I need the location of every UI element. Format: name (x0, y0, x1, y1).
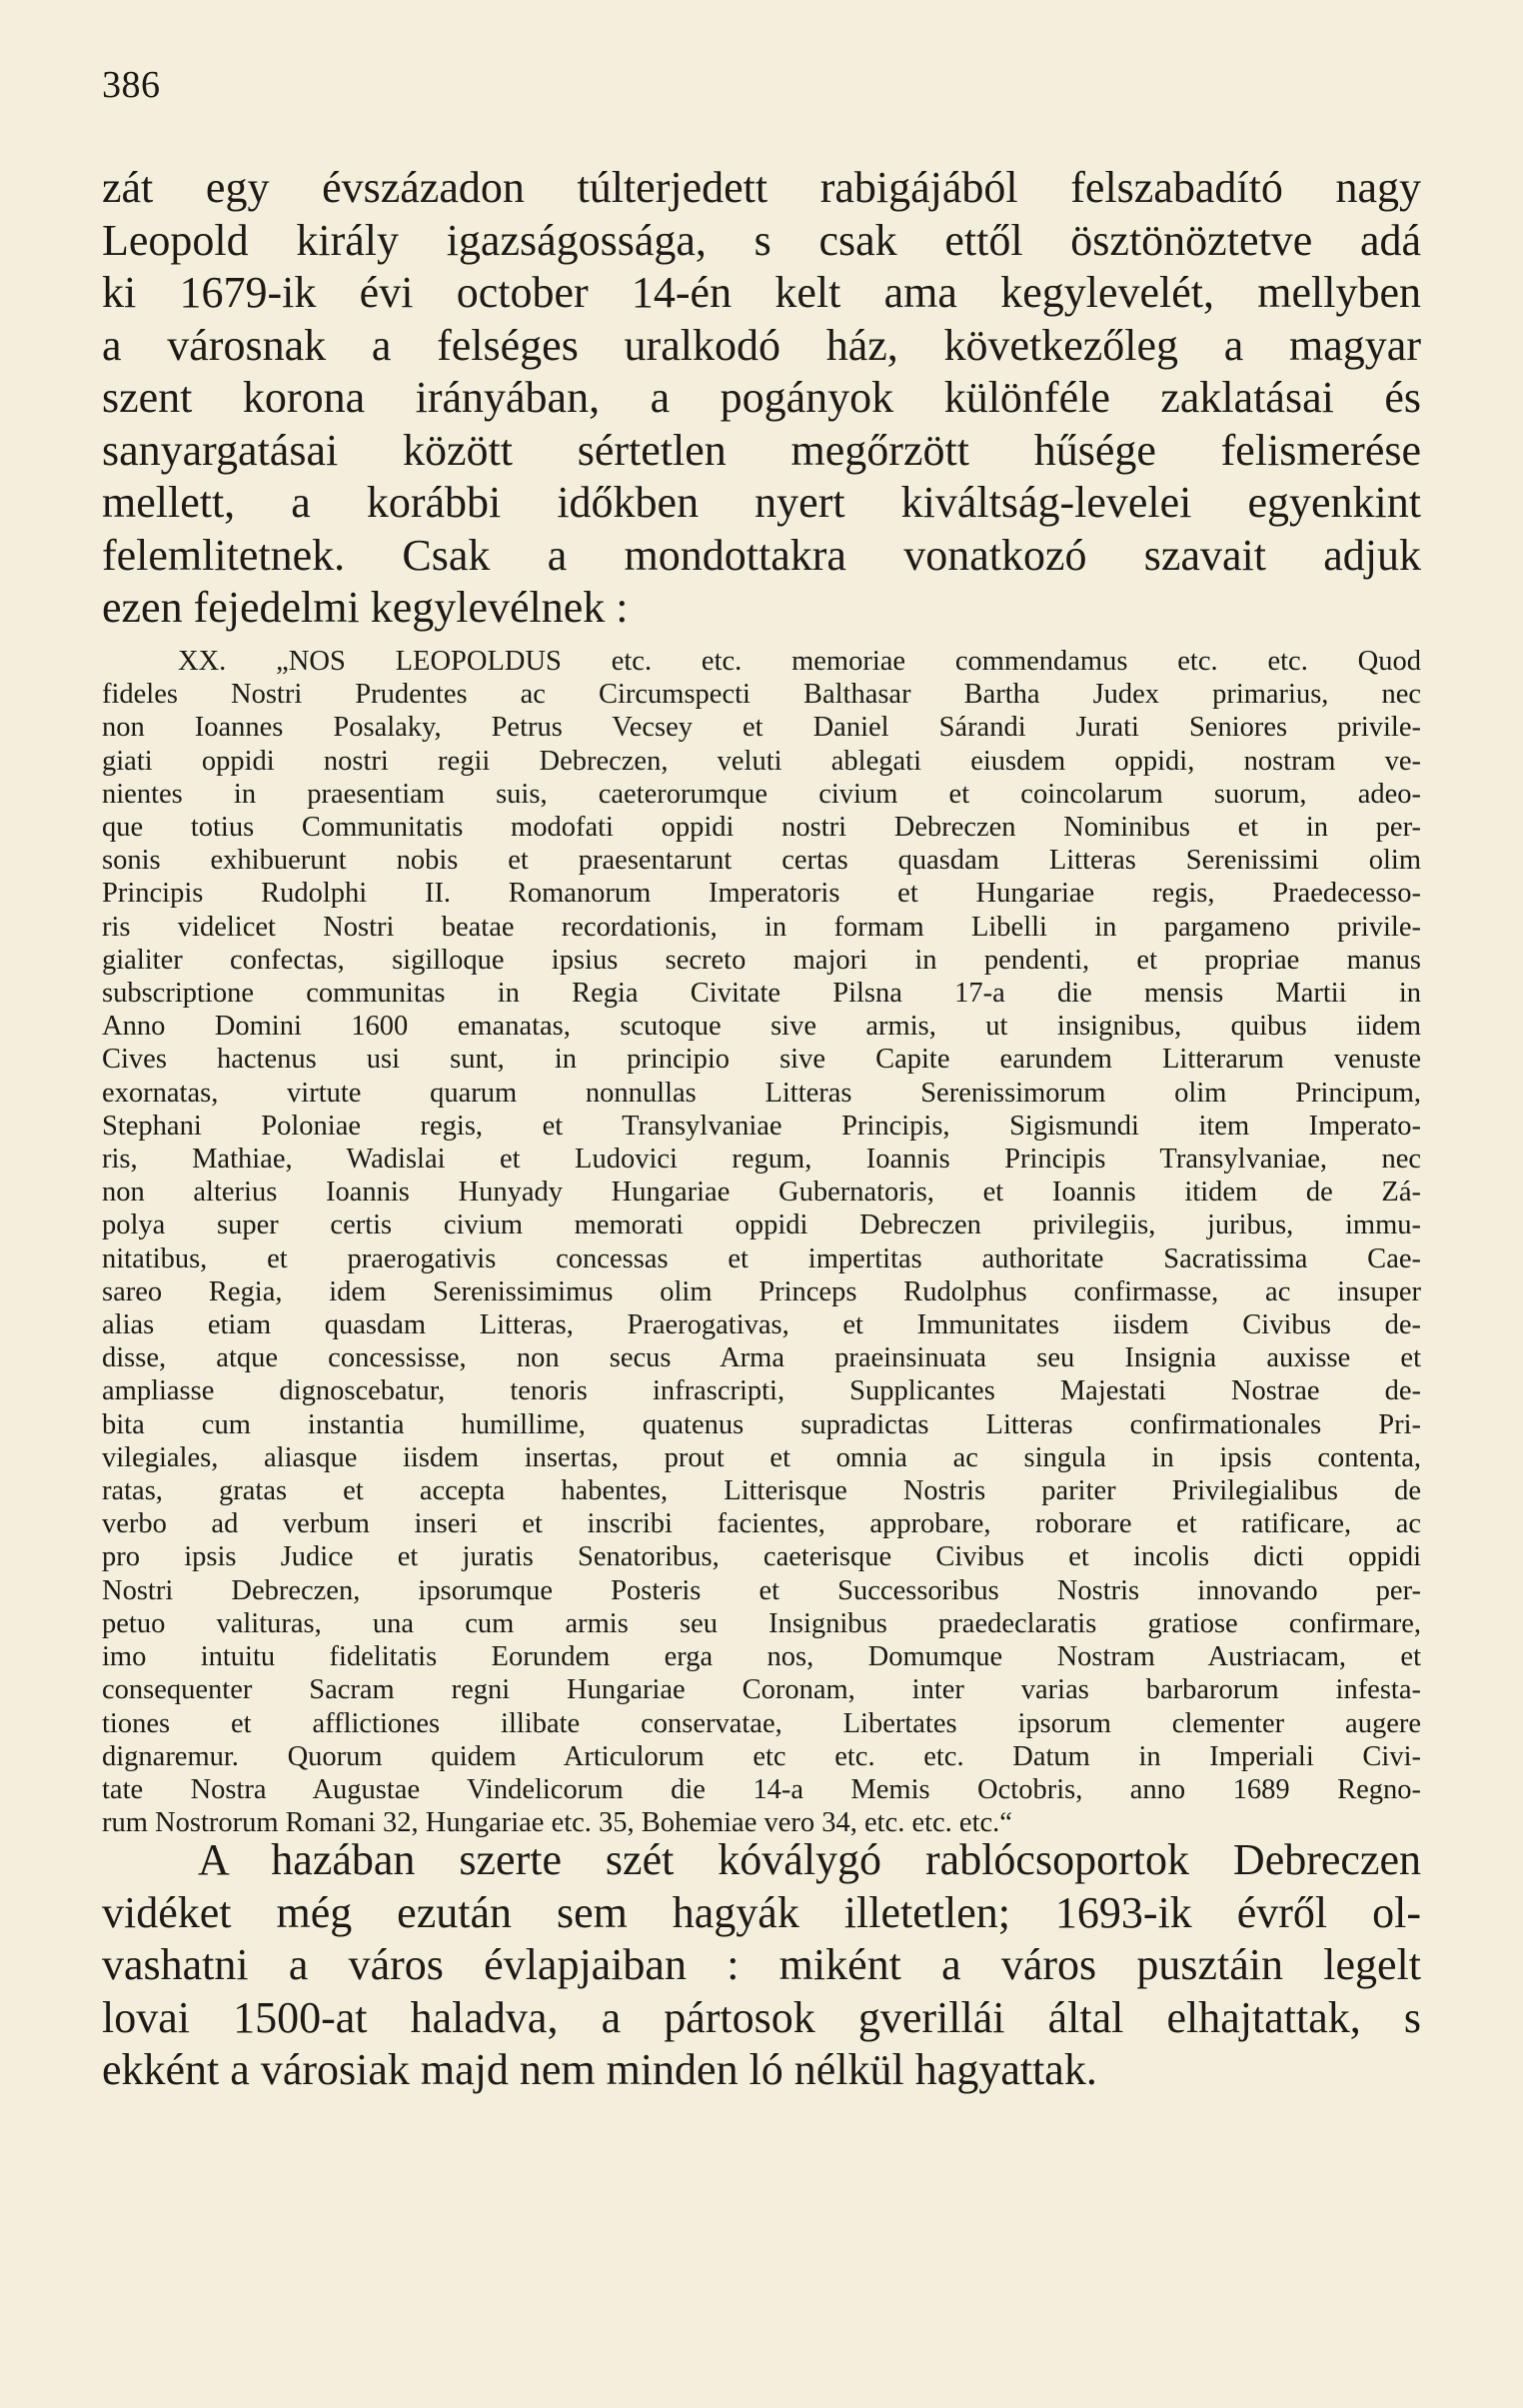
quote-line: exornatas, virtute quarum nonnullas Litteras Serenissimorum olim Principum, (102, 1077, 1421, 1109)
quote-line: fideles Nostri Prudentes ac Circumspecti Balthasar Bartha Judex primarius, nec (102, 679, 1421, 711)
quote-line: que totius Communitatis modofati oppidi nostri Debreczen Nominibus et in per- (102, 812, 1421, 844)
text-line: ki 1679-ik évi october 14-én kelt ama kegylevelét, mellyben (102, 268, 1421, 317)
quote-line: Anno Domini 1600 emanatas, scutoque sive armis, ut insignibus, quibus iidem (102, 1011, 1421, 1043)
quote-line: Stephani Poloniae regis, et Transylvaniae Principis, Sigismundi item Imperato- (102, 1110, 1421, 1142)
quote-line: pro ipsis Judice et juratis Senatoribus, caeterisque Civibus et incolis dicti oppidi (102, 1541, 1421, 1573)
quote-line: tiones et afflictiones illibate conservatae, Libertates ipsorum clementer augere (102, 1707, 1421, 1739)
quote-line: ris, Mathiae, Wadislai et Ludovici regum, Ioannis Principis Transylvaniae, nec (102, 1144, 1421, 1176)
text-line: vashatni a város évlapjaiban : miként a város pusztáin legelt (102, 1940, 1421, 1989)
quote-line: Cives hactenus usi sunt, in principio sive Capite earundem Litterarum venuste (102, 1044, 1421, 1076)
quote-line: non alterius Ioannis Hunyady Hungariae Gubernatoris, et Ioannis itidem de Zá- (102, 1177, 1421, 1208)
quote-line: petuo valituras, una cum armis seu Insignibus praedeclaratis gratiose confirmare, (102, 1607, 1421, 1639)
quote-line: rum Nostrorum Romani 32, Hungariae etc. 35, Bohemiae vero 34, etc. etc. etc.“ (102, 1807, 1012, 1839)
text-line: ezen fejedelmi kegylevélnek : (102, 583, 629, 632)
quote-line: Nostri Debreczen, ipsorumque Posteris et Successoribus Nostris innovando per- (102, 1574, 1421, 1606)
intro-paragraph (102, 162, 1421, 635)
quote-line: imo intuitu fidelitatis Eorundem erga nos, Domumque Nostram Austriacam, et (102, 1641, 1421, 1673)
text-line: a városnak a felséges uralkodó ház, következőleg a magyar (102, 320, 1421, 370)
text-line: szent korona irányában, a pogányok különféle zaklatásai és (102, 373, 1421, 422)
quote-line: ratas, gratas et accepta habentes, Litterisque Nostris pariter Privilegialibus de (102, 1475, 1421, 1507)
quote-line: nientes in praesentiam suis, caeterorumque civium et coincolarum suorum, adeo- (102, 778, 1421, 810)
text-line: vidéket még ezután sem hagyák illetetlen; 1693-ik évről ol- (102, 1887, 1421, 1937)
quote-line: non Ioannes Posalaky, Petrus Vecsey et Daniel Sárandi Jurati Seniores privile- (102, 712, 1421, 744)
quote-line: nitatibus, et praerogativis concessas et impertitas authoritate Sacratissima Cae- (102, 1242, 1421, 1274)
quote-line: polya super certis civium memorati oppidi Debreczen privilegiis, juribus, immu- (102, 1209, 1421, 1241)
quote-line: XX. „NOS LEOPOLDUS etc. etc. memoriae commendamus etc. etc. Quod (178, 646, 1421, 677)
page-number: 386 (102, 64, 161, 106)
quote-line: sareo Regia, idem Serenissimimus olim Princeps Rudolphus confirmasse, ac insuper (102, 1275, 1421, 1307)
quote-line: sonis exhibuerunt nobis et praesentarunt certas quasdam Litteras Serenissimi olim (102, 845, 1421, 877)
quote-line: bita cum instantia humillime, quatenus supradictas Litteras confirmationales Pri- (102, 1408, 1421, 1440)
text-line: zát egy évszázadon túlterjedett rabigájából felszabadító nagy (102, 163, 1421, 212)
quote-line: ampliasse dignoscebatur, tenoris infrascripti, Supplicantes Majestati Nostrae de- (102, 1375, 1421, 1407)
quote-line: ris videlicet Nostri beatae recordationis, in formam Libelli in pargameno privile- (102, 911, 1421, 943)
text-line: mellett, a korábbi időkben nyert kiváltság-levelei egyenkint (102, 478, 1421, 527)
quote-line: consequenter Sacram regni Hungariae Coronam, inter varias barbarorum infesta- (102, 1674, 1421, 1706)
quote-line: vilegiales, aliasque iisdem insertas, prout et omnia ac singula in ipsis contenta, (102, 1441, 1421, 1473)
text-line: Leopold király igazságossága, s csak ettől ösztönöztetve adá (102, 215, 1421, 265)
text-line: ekként a városiak majd nem minden ló nélkül hagyattak. (102, 2045, 1097, 2094)
quote-line: disse, atque concessisse, non secus Arma praeinsinuata seu Insignia auxisse et (102, 1342, 1421, 1374)
quote-line: Principis Rudolphi II. Romanorum Imperatoris et Hungariae regis, Praedecesso- (102, 878, 1421, 910)
text-line: A hazában szerte szét kóválygó rablócsoportok Debreczen (198, 1835, 1421, 1884)
quote-line: dignaremur. Quorum quidem Articulorum etc etc. etc. Datum in Imperiali Civi- (102, 1740, 1421, 1772)
quote-line: giati oppidi nostri regii Debreczen, veluti ablegati eiusdem oppidi, nostram ve- (102, 745, 1421, 777)
quote-line: alias etiam quasdam Litteras, Praerogativas, et Immunitates iisdem Civibus de- (102, 1309, 1421, 1341)
text-line: sanyargatásai között sértetlen megőrzött hűsége felismerése (102, 425, 1421, 475)
quote-line: verbo ad verbum inseri et inscribi facientes, approbare, roborare et ratificare, ac (102, 1508, 1421, 1540)
quote-line: gialiter confectas, sigilloque ipsius secreto majori in pendenti, et propriae manus (102, 944, 1421, 976)
quote-line: subscriptione communitas in Regia Civitate Pilsna 17-a die mensis Martii in (102, 978, 1421, 1010)
text-line: felemlitetnek. Csak a mondottakra vonatkozó szavait adjuk (102, 530, 1421, 580)
closing-paragraph (102, 1834, 1421, 2097)
quote-line: tate Nostra Augustae Vindelicorum die 14-a Memis Octobris, anno 1689 Regno- (102, 1773, 1421, 1805)
charter-quotation (102, 645, 1421, 1839)
text-line: lovai 1500-at haladva, a pártosok gverillái által elhajtattak, s (102, 1992, 1421, 2042)
